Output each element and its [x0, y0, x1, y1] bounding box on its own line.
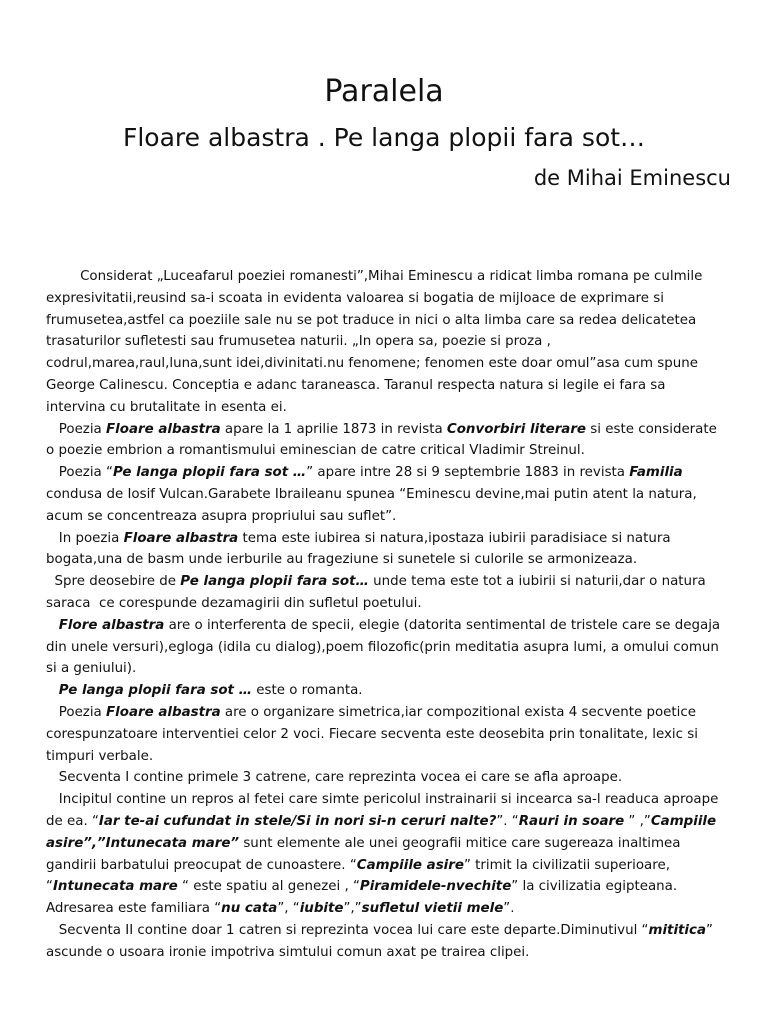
text-run: are o organizare simetrica,iar compozitional exista 4 secvente poetice corespunzatoare interventiei celor 2 voci. Fiecare secventa este deosebita prin tonalitate, lexic si timpuri verbale.	[46, 704, 703, 764]
emphasized-text: Floare albastra	[106, 704, 221, 720]
text-run: tema este iubirea si natura,ipostaza iubirii paradisiace si natura bogata,una de basm unde ierburile au frageziune si sunetele si culorile se armonizeaza.	[46, 530, 675, 568]
text-run	[46, 618, 59, 633]
text-run: condusa de Iosif Vulcan.Garabete Ibraileanu spunea “Eminescu devine,mai putin atent la natura, acum se concentreaza asupra propriului sau suflet”.	[46, 465, 702, 524]
text-run: “ este spatiu al genezei , “	[177, 879, 360, 895]
document-body	[46, 266, 728, 964]
text-run: In poezia	[46, 530, 124, 546]
emphasized-text: Convorbiri literare	[446, 421, 587, 437]
paragraph	[46, 702, 728, 767]
document-title: Paralela	[324, 74, 444, 109]
text-run: ” trimit la civilizatii superioare, “	[46, 857, 675, 895]
text-run: ” la civilizatia egipteana. Adresarea este familiara “	[46, 879, 682, 917]
text-run: ”. “	[496, 813, 519, 829]
emphasized-text: Familia	[629, 465, 683, 481]
text-run: Incipitul contine un repros al fetei care simte pericolul instrainarii si incearca sa-l readuca aproape de ea. “	[46, 792, 723, 829]
text-run: ”,”	[343, 901, 362, 917]
emphasized-text: Rauri in soare	[518, 813, 625, 829]
paragraph	[46, 419, 728, 463]
paragraph	[46, 789, 728, 920]
text-run	[46, 683, 59, 698]
text-run: are o interferenta de specii, elegie (datorita sentimental de tristele care se degaja din unele versuri),egloga (idila cu dialog),poem filozofic(prin meditatia asupra lumi, a omului comun si a geniului).	[46, 617, 725, 677]
emphasized-text: Floare albastra	[123, 530, 239, 546]
text-run: Secventa II contine doar 1 catren si reprezinta vocea lui care este departe.Diminutivul “	[46, 922, 649, 938]
emphasized-text: mititica	[648, 922, 706, 938]
emphasized-text: Pe langa plopii fara sot…	[180, 574, 369, 590]
emphasized-text: Iar te-ai cufundat in stele/Si in nori si-n ceruri nalte?	[98, 813, 497, 829]
emphasized-text: sufletul vietii mele	[361, 901, 504, 917]
text-run: Poezia	[46, 421, 107, 437]
paragraph	[46, 680, 728, 702]
paragraph	[46, 920, 728, 964]
text-run: ” ascunde o usoara ironie impotriva simtului comun axat pe trairea clipei.	[46, 922, 718, 960]
text-run: sunt elemente ale unei geografii mitice care sugereaza inaltimea gandirii barbatului preocupat de cunoastere. “	[46, 835, 685, 873]
text-run: unde tema este tot a iubirii si naturii,dar o natura saraca ce corespunde dezamagirii din sufletul poetului.	[46, 574, 711, 611]
emphasized-text: Intunecata mare	[52, 879, 178, 895]
text-run: Poezia	[46, 704, 107, 720]
text-run: Secventa I contine primele 3 catrene, care reprezinta vocea ei care se afla aproape.	[46, 770, 623, 786]
emphasized-text: Flore albastra	[58, 617, 165, 633]
text-run: Spre deosebire de	[46, 574, 181, 590]
text-run: ”.	[503, 901, 515, 917]
text-run: Considerat „Luceafarul poeziei romanesti”,Mihai Eminescu a ridicat limba romana pe culmile expresivitatii,reusind sa-i scoata in evidenta valoarea si bogatia de mijloace de exprimare si frumusetea,astfel ca poeziile sale nu se pot traduce in nici o alta limba care sa redea delicatetea trasaturilor sufletesti sau frumusetea naturii. „In opera sa, poezie si proza , codrul,marea,raul,luna,sunt idei,divinitati.nu fenomene; fenomen este doar omul”asa cum spune George Calinescu. Conceptia e adanc taraneasca. Taranul respecta natura si legile ei fara sa intervina cu brutalitate in esenta ei.	[46, 269, 707, 415]
text-run: si este considerate o poezie embrion a romantismului eminescian de catre critical Vladimir Streinul.	[46, 421, 722, 459]
text-run: este o romanta.	[252, 683, 363, 699]
text-run: ” apare intre 28 si 9 septembrie 1883 in revista	[306, 465, 630, 481]
emphasized-text: nu cata	[221, 901, 278, 917]
paragraph	[46, 462, 728, 527]
paragraph	[46, 266, 728, 419]
document-author: de Mihai Eminescu	[533, 166, 731, 190]
text-run: apare la 1 aprilie 1873 in revista	[220, 421, 447, 437]
text-run: ” ,”	[624, 813, 651, 829]
emphasized-text: iubite	[299, 901, 344, 917]
paragraph	[46, 571, 728, 615]
emphasized-text: Campiile asire”,”Intunecata mare”	[46, 813, 721, 851]
emphasized-text: Campiile asire	[356, 857, 464, 873]
document-subtitle: Floare albastra . Pe langa plopii fara sot…	[122, 123, 646, 152]
paragraph	[46, 767, 728, 789]
emphasized-text: Pe langa plopii fara sot …	[58, 683, 253, 699]
emphasized-text: Floare albastra	[106, 421, 221, 437]
text-run: ”, “	[277, 901, 300, 917]
paragraph	[46, 615, 728, 680]
emphasized-text: Piramidele-nvechite	[359, 879, 512, 895]
paragraph	[46, 528, 728, 572]
emphasized-text: Pe langa plopii fara sot …	[112, 465, 307, 481]
text-run: Poezia “	[46, 465, 113, 481]
